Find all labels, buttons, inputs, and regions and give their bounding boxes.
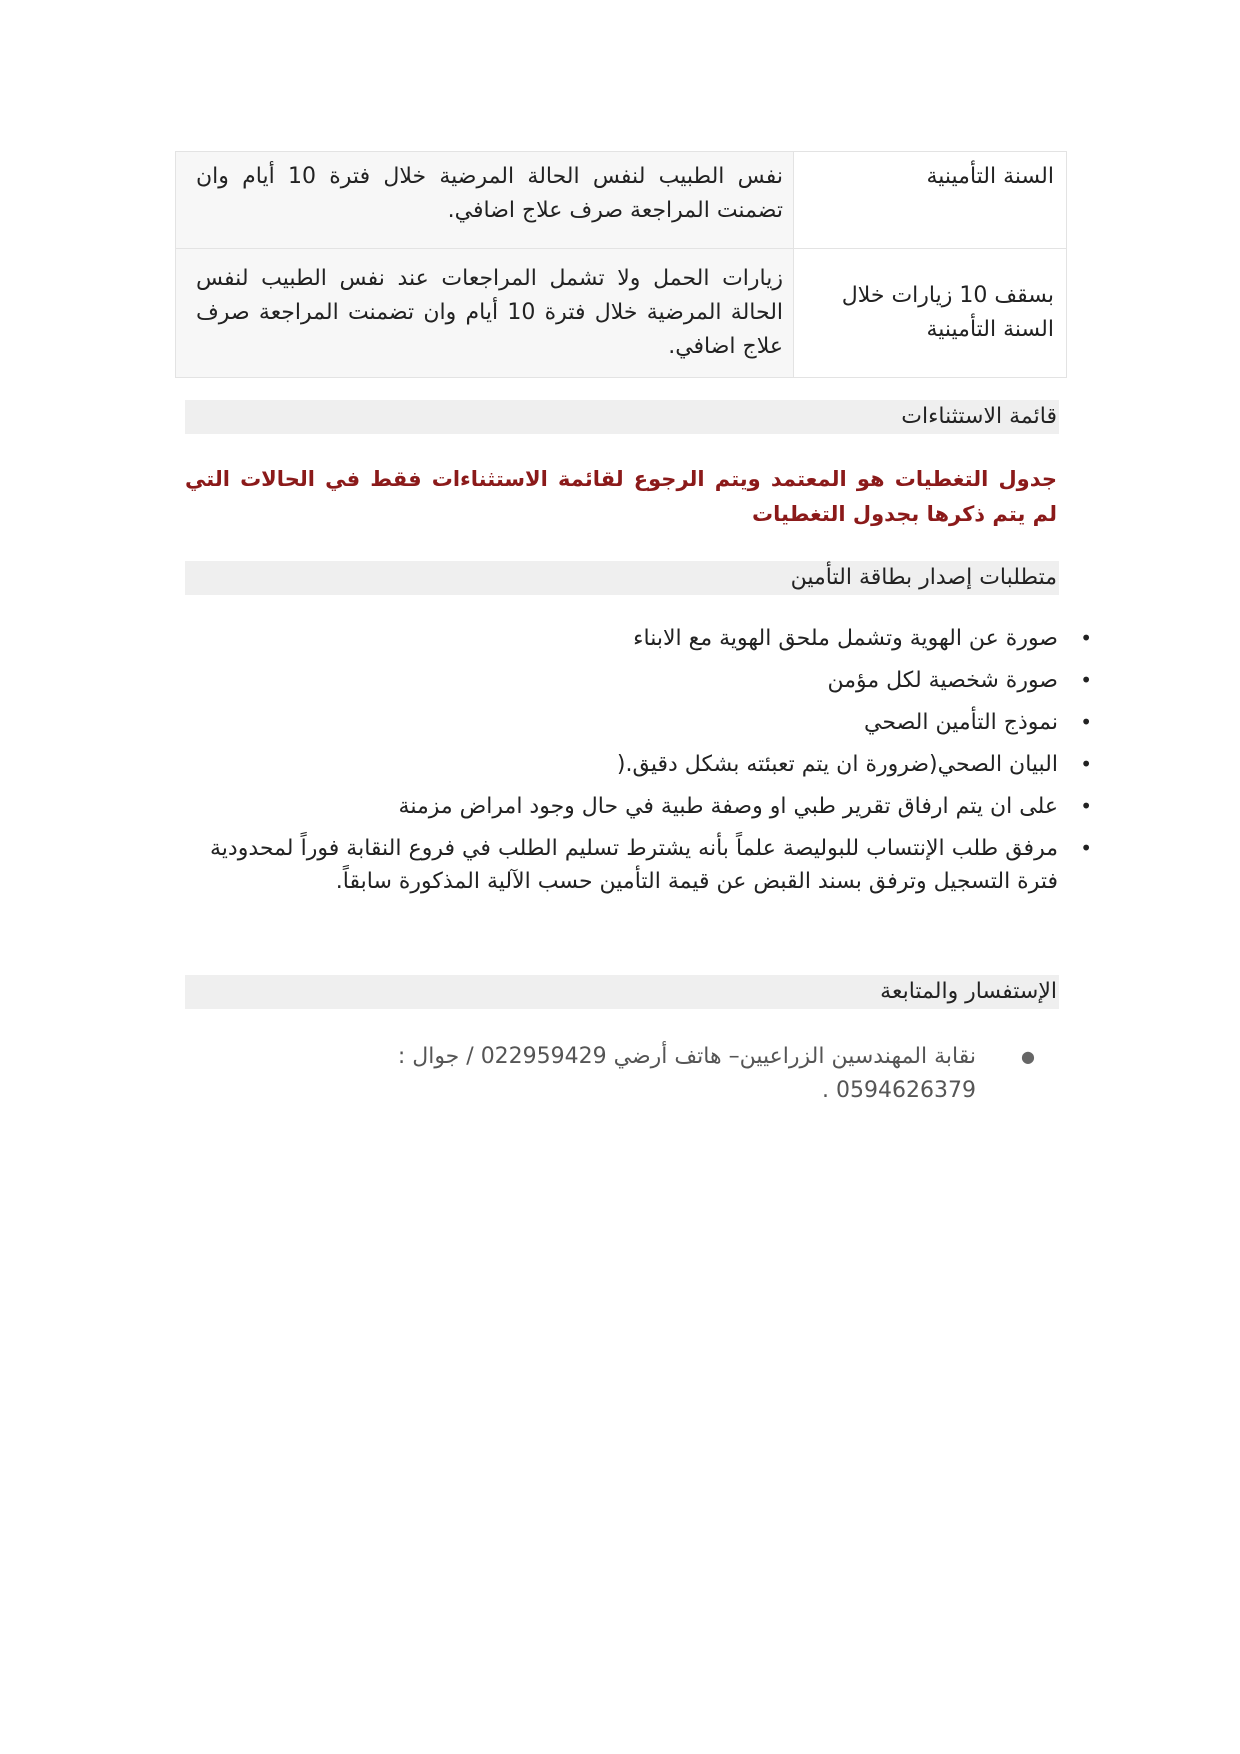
bullet-icon: • (1080, 752, 1092, 776)
coverage-label-cell: السنة التأمينية (794, 152, 1067, 249)
card-requirements-title: متطلبات إصدار بطاقة التأمين (790, 565, 1057, 590)
bullet-icon: • (1080, 668, 1092, 692)
bullet-icon: • (1080, 710, 1092, 734)
followup-title: الإستفسار والمتابعة (880, 979, 1057, 1004)
list-item-text: صورة شخصية لكل مؤمن (827, 668, 1058, 693)
coverage-description-cell: نفس الطبيب لنفس الحالة المرضية خلال فترة 10 أيام وان تضمنت المراجعة صرف علاج اضافي. (176, 152, 794, 249)
bullet-icon: ● (1021, 1047, 1035, 1066)
followup-section-header (185, 975, 1059, 1009)
exclusions-section-header (185, 400, 1059, 434)
contact-text: نقابة المهندسين الزراعيين– هاتف أرضي 022959429 / جوال : 0594626379 . (397, 1044, 976, 1103)
list-item-text: مرفق طلب الإنتساب للبوليصة علماً بأنه يشترط تسليم الطلب في فروع النقابة فوراً لمحدودية فترة التسجيل وترفق بسند القبض عن قيمة التأمين حسب الآلية المذكورة سابقاً. (210, 836, 1058, 894)
exclusions-title: قائمة الاستثناءات (901, 404, 1057, 429)
card-requirements-list (210, 622, 1092, 907)
list-item-text: البيان الصحي(ضرورة ان يتم تعبئته بشكل دقيق.( (616, 752, 1058, 777)
contact-list (260, 1040, 1060, 1108)
table-row (176, 152, 1067, 249)
bullet-icon: • (1080, 794, 1092, 818)
list-item (210, 790, 1092, 823)
coverage-label-cell: بسقف 10 زيارات خلال السنة التأمينية (794, 249, 1067, 378)
list-item-text: نموذج التأمين الصحي (864, 710, 1058, 735)
list-item (210, 748, 1092, 781)
card-requirements-section-header (185, 561, 1059, 595)
table-row (176, 249, 1067, 378)
list-item (260, 1040, 1060, 1108)
coverage-description-cell: زيارات الحمل ولا تشمل المراجعات عند نفس الطبيب لنفس الحالة المرضية خلال فترة 10 أيام وان تضمنت المراجعة صرف علاج اضافي. (176, 249, 794, 378)
list-item (210, 622, 1092, 655)
list-item (210, 832, 1092, 898)
list-item-text: صورة عن الهوية وتشمل ملحق الهوية مع الابناء (633, 626, 1058, 651)
bullet-icon: • (1080, 836, 1092, 860)
bullet-icon: • (1080, 626, 1092, 650)
list-item (210, 706, 1092, 739)
list-item (210, 664, 1092, 697)
coverage-table (175, 151, 1067, 378)
list-item-text: على ان يتم ارفاق تقرير طبي او وصفة طبية في حال وجود امراض مزمنة (398, 794, 1058, 819)
exclusions-note: جدول التغطيات هو المعتمد ويتم الرجوع لقائمة الاستثناءات فقط في الحالات التي لم يتم ذكرها بجدول التغطيات (185, 467, 1057, 526)
